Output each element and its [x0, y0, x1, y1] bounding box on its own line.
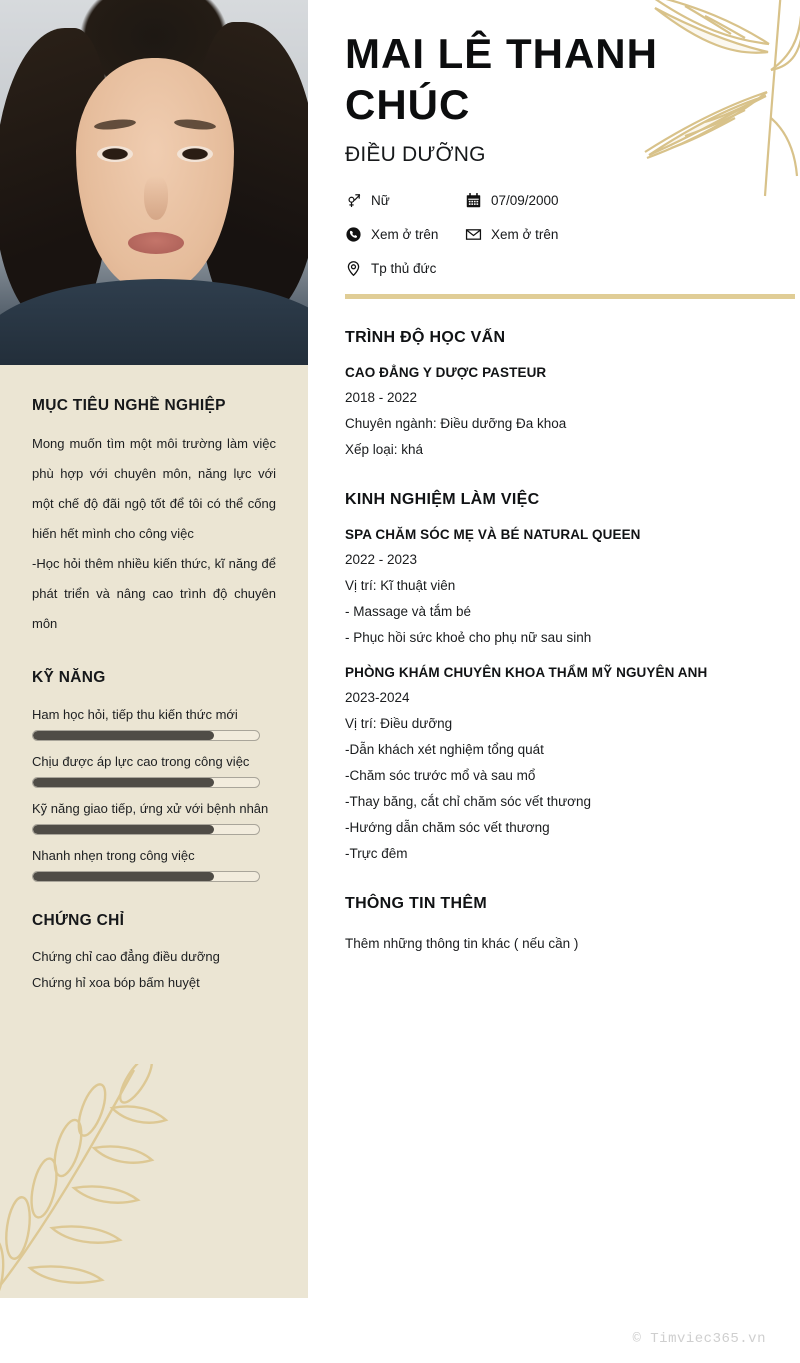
section-education [345, 329, 800, 463]
section-certificates [32, 912, 276, 996]
sidebar-content [32, 397, 276, 996]
experience-detail: Vị trí: Kĩ thuật viên [345, 578, 456, 593]
skill-progress-fill [33, 825, 214, 834]
gender-icon [345, 192, 362, 209]
contact-value: Nữ [371, 193, 390, 208]
left-column [0, 0, 308, 1298]
education-period: 2018 - 2022 [345, 390, 418, 405]
objective-heading: MỤC TIÊU NGHỀ NGHIỆP [32, 397, 226, 414]
job-title: ĐIỀU DƯỠNG [345, 143, 486, 166]
portrait-lips [128, 232, 184, 254]
skill-label: Kỹ năng giao tiếp, ứng xử với bệnh nhân [32, 801, 269, 816]
phone-icon [345, 226, 362, 243]
page-title: MAI LÊ THANH CHÚC [345, 30, 658, 128]
experience-company: PHÒNG KHÁM CHUYÊN KHOA THẨM MỸ NGUYÊN ANH [345, 665, 708, 680]
skill-item [32, 795, 276, 835]
additional-info-line: Thêm những thông tin khác ( nếu cần ) [345, 936, 579, 951]
skill-progress-fill [33, 731, 214, 740]
contact-row [345, 260, 645, 277]
profile-photo [0, 0, 308, 365]
contact-row [345, 226, 645, 243]
experience-period: 2022 - 2023 [345, 552, 418, 567]
sidebar [0, 365, 308, 1298]
education-detail: Chuyên ngành: Điều dưỡng Đa khoa [345, 416, 567, 431]
contact-value: Xem ở trên [491, 227, 559, 242]
contact-gender [345, 192, 465, 209]
certificate-item: Chứng hỉ xoa bóp bấm huyệt [32, 975, 200, 990]
certificate-item: Chứng chỉ cao đẳng điều dưỡng [32, 949, 220, 964]
section-objective [32, 397, 276, 639]
experience-entry [345, 665, 800, 867]
objective-paragraph: -Học hỏi thêm nhiều kiến thức, kĩ năng để phát triển và nâng cao trình độ chuyên môn [32, 556, 276, 631]
experience-entry [345, 527, 800, 651]
experience-detail: -Trực đêm [345, 846, 408, 861]
portrait-nose [144, 176, 168, 220]
skill-progress-fill [33, 778, 214, 787]
contact-location [345, 260, 465, 277]
contact-value: Xem ở trên [371, 227, 439, 242]
skill-label: Ham học hỏi, tiếp thu kiến thức mới [32, 707, 238, 722]
skill-progress-bar [32, 871, 260, 882]
leaf-decoration-bottom-left [0, 1064, 286, 1298]
experience-heading: KINH NGHIỆM LÀM VIỆC [345, 491, 540, 508]
portrait-eye-left [97, 146, 133, 162]
experience-company: SPA CHĂM SÓC MẸ VÀ BÉ NATURAL QUEEN [345, 527, 641, 542]
skill-label: Nhanh nhẹn trong công việc [32, 848, 195, 863]
skill-item [32, 842, 276, 882]
education-detail: Xếp loại: khá [345, 442, 424, 457]
contact-birthday [465, 192, 559, 209]
contact-value: 07/09/2000 [491, 193, 559, 208]
skill-progress-fill [33, 872, 214, 881]
education-heading: TRÌNH ĐỘ HỌC VẤN [345, 329, 506, 346]
experience-period: 2023-2024 [345, 690, 410, 705]
education-school: CAO ĐẲNG Y DƯỢC PASTEUR [345, 365, 547, 380]
contact-row [345, 192, 645, 209]
experience-detail: -Dẫn khách xét nghiệm tổng quát [345, 742, 544, 757]
skill-progress-bar [32, 777, 260, 788]
objective-paragraph: Mong muốn tìm một môi trường làm việc phù hợp với chuyên môn, năng lực với một chế độ đãi ngộ tốt để tôi có thể cống hiến hết mình cho công việc [32, 436, 276, 541]
portrait-eye-right [177, 146, 213, 162]
experience-detail: -Thay băng, cắt chỉ chăm sóc vết thương [345, 794, 592, 809]
right-column [345, 0, 800, 957]
experience-detail: - Massage và tắm bé [345, 604, 472, 619]
certificates-heading: CHỨNG CHỈ [32, 912, 125, 929]
skill-item [32, 701, 276, 741]
envelope-icon [465, 226, 482, 243]
additional-info-heading: THÔNG TIN THÊM [345, 895, 487, 912]
portrait-image [0, 0, 308, 365]
contact-phone [345, 226, 465, 243]
gold-divider [345, 294, 795, 299]
experience-detail: -Hướng dẫn chăm sóc vết thương [345, 820, 550, 835]
calendar-icon [465, 192, 482, 209]
skill-progress-bar [32, 730, 260, 741]
footer-credit: © Timviec365.vn [632, 1331, 766, 1347]
skill-label: Chịu được áp lực cao trong công việc [32, 754, 250, 769]
contact-value: Tp thủ đức [371, 261, 437, 276]
experience-detail: Vị trí: Điều dưỡng [345, 716, 453, 731]
section-experience [345, 491, 800, 867]
contact-email [465, 226, 558, 243]
contact-info [345, 192, 645, 277]
skill-item [32, 748, 276, 788]
location-pin-icon [345, 260, 362, 277]
skill-progress-bar [32, 824, 260, 835]
skills-heading: KỸ NĂNG [32, 669, 106, 686]
experience-detail: -Chăm sóc trước mổ và sau mổ [345, 768, 536, 783]
section-additional-info [345, 895, 800, 957]
experience-detail: - Phục hồi sức khoẻ cho phụ nữ sau sinh [345, 630, 592, 645]
education-entry [345, 365, 800, 463]
section-skills [32, 669, 276, 882]
